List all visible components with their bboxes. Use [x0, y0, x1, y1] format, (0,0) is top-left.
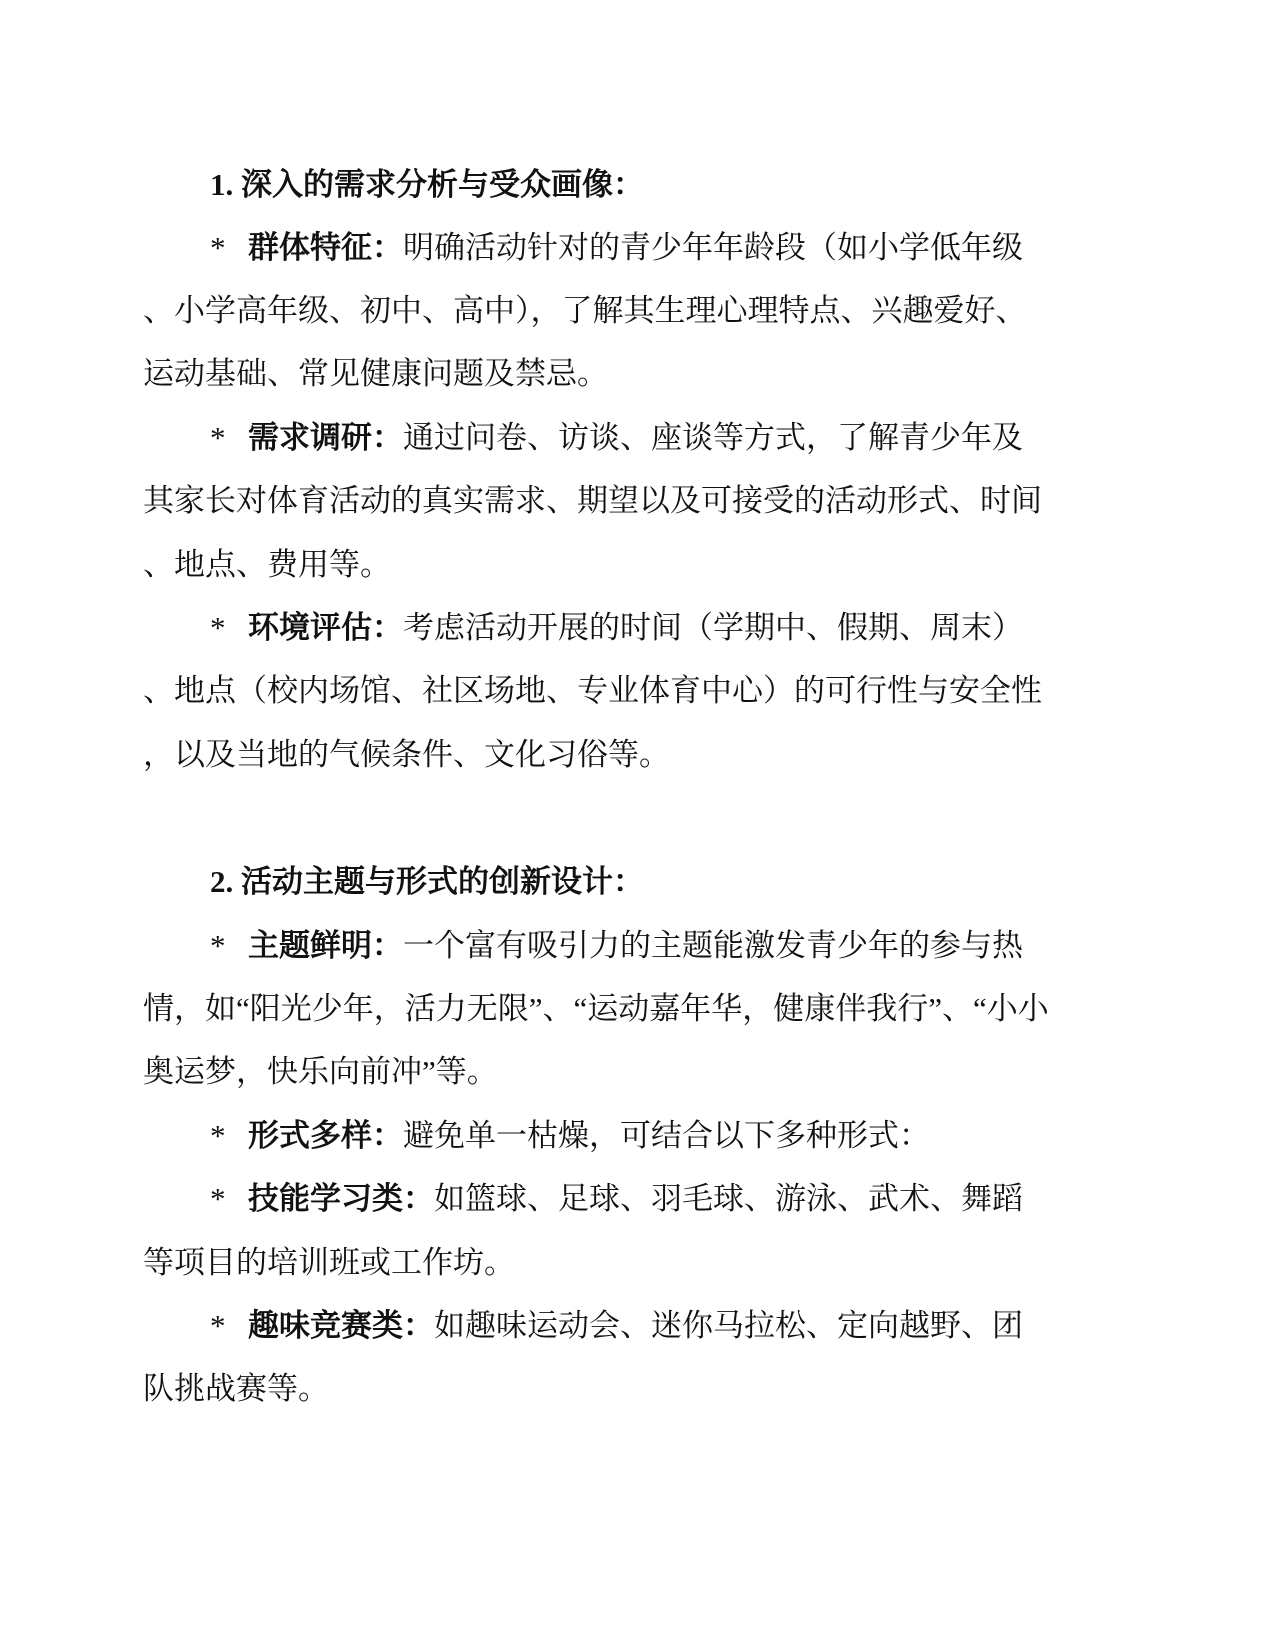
item-text: 一个富有吸引力的主题能激发青少年的参与热: [403, 928, 1023, 963]
item-text-continued: 、小学高年级、初中、高中），了解其生理心理特点、兴趣爱好、: [143, 293, 1027, 328]
item-text-continued: 、地点、费用等。: [143, 547, 391, 582]
item-text: 考虑活动开展的时间（学期中、假期、周末）: [403, 610, 1023, 645]
item-text: 如篮球、足球、羽毛球、游泳、武术、舞蹈: [434, 1181, 1023, 1216]
item-text: 通过问卷、访谈、座谈等方式，了解青少年及: [403, 420, 1023, 455]
bullet-item: [210, 228, 1023, 268]
bullet-marker: *: [210, 1181, 226, 1216]
item-label: 主题鲜明：: [248, 928, 403, 963]
bullet-marker: *: [210, 230, 226, 265]
bullet-item: [210, 418, 1023, 458]
item-text-continued: ，以及当地的气候条件、文化习俗等。: [143, 737, 670, 772]
bullet-marker: *: [210, 420, 226, 455]
item-label: 形式多样：: [248, 1118, 403, 1153]
item-text-continued: 队挑战赛等。: [143, 1371, 329, 1406]
section-heading: 2. 活动主题与形式的创新设计：: [210, 864, 644, 899]
item-text-continued: 等项目的培训班或工作坊。: [143, 1245, 515, 1280]
item-text-continued: 奥运梦，快乐向前冲”等。: [143, 1054, 498, 1089]
bullet-item: [210, 1306, 1023, 1346]
item-text: 明确活动针对的青少年年龄段（如小学低年级: [403, 230, 1023, 265]
item-label: 环境评估：: [248, 610, 403, 645]
bullet-item: [210, 1116, 930, 1156]
section-heading: 1. 深入的需求分析与受众画像：: [210, 167, 644, 202]
item-text-continued: 运动基础、常见健康问题及禁忌。: [143, 356, 608, 391]
item-text-continued: 其家长对体育活动的真实需求、期望以及可接受的活动形式、时间: [143, 483, 1042, 518]
bullet-item: [210, 1179, 1023, 1219]
item-label: 需求调研：: [248, 420, 403, 455]
item-label: 趣味竞赛类：: [248, 1308, 434, 1343]
bullet-marker: *: [210, 928, 226, 963]
item-text: 如趣味运动会、迷你马拉松、定向越野、团: [434, 1308, 1023, 1343]
bullet-marker: *: [210, 1308, 226, 1343]
bullet-marker: *: [210, 610, 226, 645]
bullet-item: [210, 926, 1023, 966]
item-text-continued: 情，如“阳光少年，活力无限”、“运动嘉年华，健康伴我行”、“小小: [143, 991, 1049, 1026]
item-text-continued: 、地点（校内场馆、社区场地、专业体育中心）的可行性与安全性: [143, 673, 1042, 708]
bullet-marker: *: [210, 1118, 226, 1153]
item-text: 避免单一枯燥，可结合以下多种形式：: [403, 1118, 930, 1153]
item-label: 群体特征：: [248, 230, 403, 265]
item-label: 技能学习类：: [248, 1181, 434, 1216]
bullet-item: [210, 608, 1023, 648]
